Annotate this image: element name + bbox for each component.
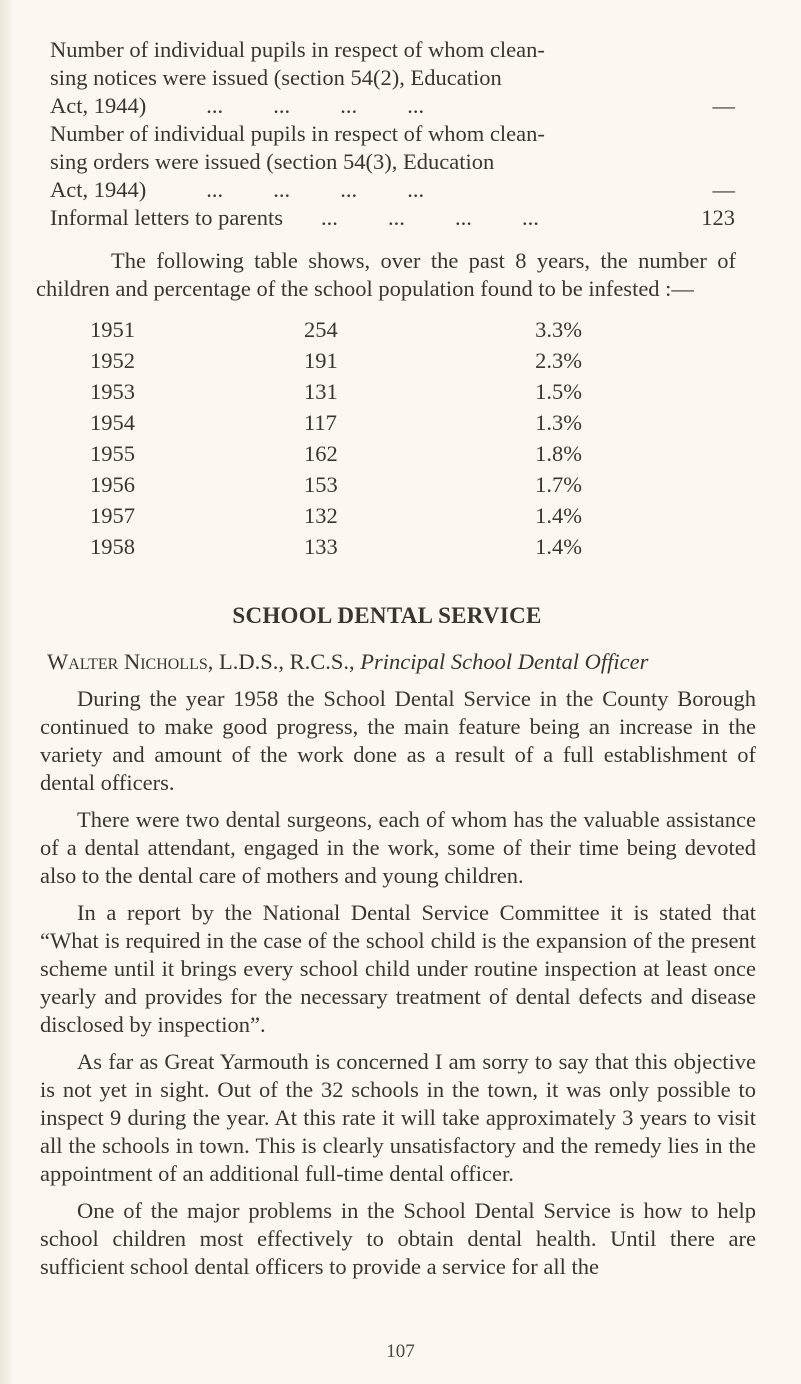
table-row bbox=[90, 347, 582, 378]
count-cell: 153 bbox=[304, 472, 338, 497]
year-cell: 1958 bbox=[90, 534, 135, 559]
entry-line: Act, 1944) bbox=[50, 177, 147, 202]
paragraph: In a report by the National Dental Service Committee it is stated that “What is required in the case of the school child is the expansion of the present scheme until it brings every school child under routine inspection at least once yearly and provides for the necessary treatment of dental defects and disease disclosed by inspection”. bbox=[40, 900, 756, 1037]
count-cell: 191 bbox=[304, 348, 338, 373]
leader-dots: ... ... ... ... bbox=[206, 93, 425, 118]
year-cell: 1954 bbox=[90, 410, 135, 435]
paragraph: As far as Great Yarmouth is concerned I am sorry to say that this objective is not yet in sight. Out of the 32 schools in the town, it was only possible to inspect 9 during the year. At this rate it will take approximately 3 years to visit all the schools in town. This is clearly unsatisfactory and the remedy lies in the appointment of an additional full-time dental officer. bbox=[40, 1049, 756, 1186]
percent-cell: 1.7% bbox=[535, 472, 582, 497]
entry-line: Number of individual pupils in respect of whom clean- bbox=[50, 121, 545, 146]
informal-letters-entry bbox=[50, 204, 738, 232]
percent-cell: 1.8% bbox=[535, 441, 582, 466]
year-cell: 1957 bbox=[90, 503, 135, 528]
count-cell: 131 bbox=[304, 379, 338, 404]
page-number: 107 bbox=[386, 1341, 415, 1362]
paragraph: During the year 1958 the School Dental Service in the County Borough continued to make good progress, the main feature being an increase in the variety and amount of the work done as a result of a full establishment of dental officers. bbox=[40, 686, 756, 795]
author-qualifications: , L.D.S., R.C.S., bbox=[207, 649, 361, 674]
entry-value: — bbox=[712, 177, 735, 202]
percent-cell: 1.4% bbox=[535, 534, 582, 559]
infestation-table bbox=[90, 316, 582, 564]
count-cell: 133 bbox=[304, 534, 338, 559]
table-row bbox=[90, 440, 582, 471]
count-cell: 162 bbox=[304, 441, 338, 466]
informal-letters-value: 123 bbox=[701, 205, 735, 230]
table-row bbox=[90, 533, 582, 564]
cleansing-orders-entry bbox=[50, 120, 738, 204]
table-row bbox=[90, 316, 582, 347]
section-body bbox=[40, 685, 756, 1281]
table-row bbox=[90, 471, 582, 502]
entry-line: Number of individual pupils in respect of whom clean- bbox=[50, 37, 545, 62]
paragraph: There were two dental surgeons, each of whom has the valuable assistance of a dental attendant, engaged in the work, some of their time being devoted also to the dental care of mothers and young children. bbox=[40, 807, 756, 888]
author-name: Walter Nicholls bbox=[47, 649, 208, 674]
year-cell: 1955 bbox=[90, 441, 135, 466]
year-cell: 1951 bbox=[90, 317, 135, 342]
count-cell: 254 bbox=[304, 317, 338, 342]
paragraph: One of the major problems in the School Dental Service is how to help school children most effectively to obtain dental health. Until there are sufficient school dental officers to provide a service for all the bbox=[40, 1198, 756, 1279]
entry-line: sing notices were issued (section 54(2), Education bbox=[50, 65, 502, 90]
author-role: Principal School Dental Officer bbox=[360, 649, 649, 674]
year-cell: 1952 bbox=[90, 348, 135, 373]
entry-line: Act, 1944) bbox=[50, 93, 147, 118]
year-cell: 1956 bbox=[90, 472, 135, 497]
author-line bbox=[47, 648, 738, 676]
cleansing-notices-entry bbox=[50, 36, 738, 120]
table-row bbox=[90, 409, 582, 440]
page-binding-edge bbox=[0, 0, 14, 1384]
leader-dots: ... ... ... ... bbox=[321, 205, 539, 230]
percent-cell: 1.3% bbox=[535, 410, 582, 435]
percent-cell: 2.3% bbox=[535, 348, 582, 373]
informal-letters-label: Informal letters to parents bbox=[50, 205, 284, 230]
table-row bbox=[90, 502, 582, 533]
count-cell: 132 bbox=[304, 503, 338, 528]
year-cell: 1953 bbox=[90, 379, 135, 404]
entry-value: — bbox=[712, 93, 735, 118]
section-title: SCHOOL DENTAL SERVICE bbox=[232, 603, 542, 628]
count-cell: 117 bbox=[304, 410, 337, 435]
document-page bbox=[36, 36, 756, 1290]
percent-cell: 3.3% bbox=[535, 317, 582, 342]
table-row bbox=[90, 378, 582, 409]
leader-dots: ... ... ... ... bbox=[206, 177, 425, 202]
percent-cell: 1.5% bbox=[535, 379, 582, 404]
table-intro: The following table shows, over the past 8 years, the number of children and percentage of the school population found to be infested :— bbox=[36, 248, 736, 301]
percent-cell: 1.4% bbox=[535, 503, 582, 528]
entry-line: sing orders were issued (section 54(3), Education bbox=[50, 149, 495, 174]
